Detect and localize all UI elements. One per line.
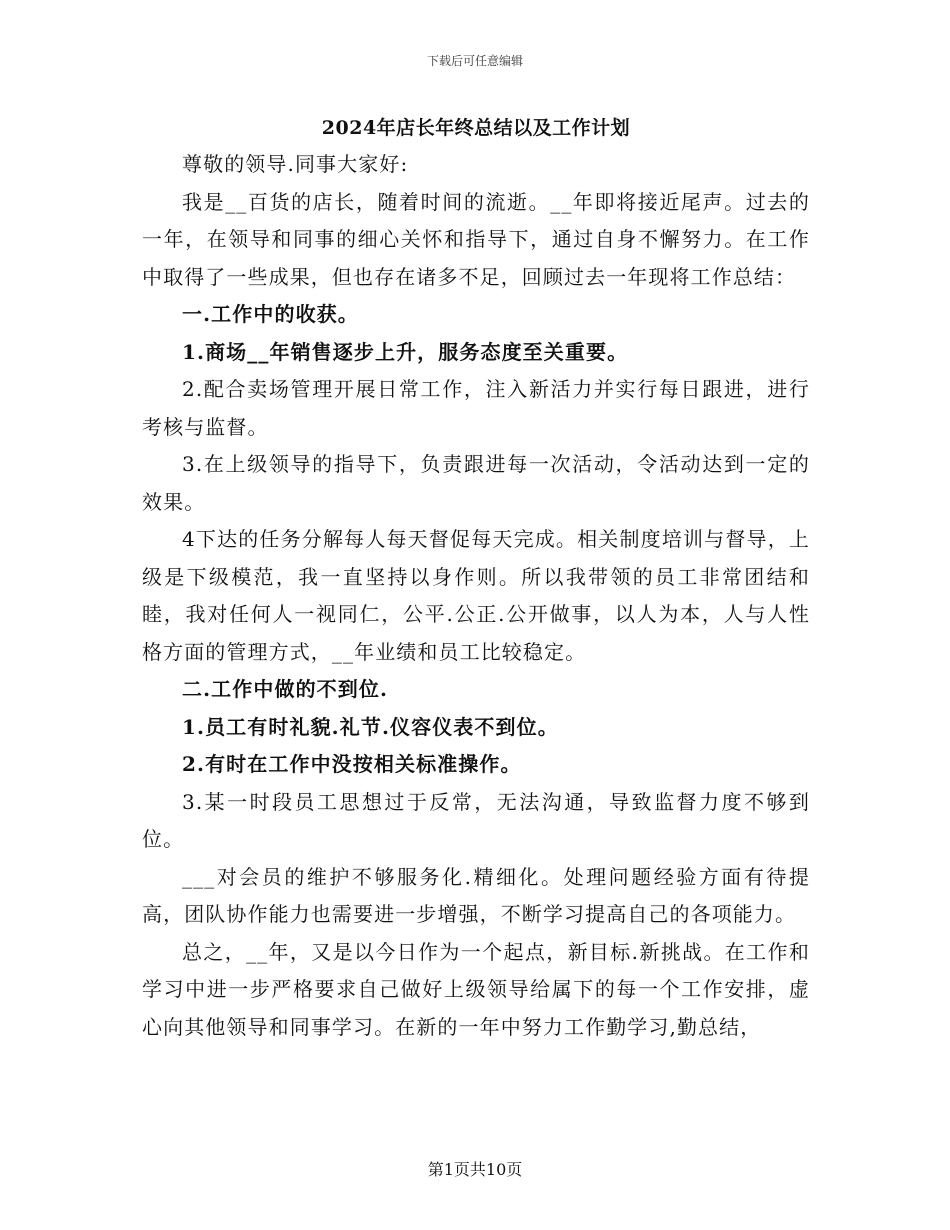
document-title: 2024年店长年终总结以及工作计划: [321, 117, 631, 139]
list-item-shortcoming-4: ___对会员的维护不够服务化.精细化。处理问题经验方面有待提高，团队协作能力也需要进一步增强，不断学习提高自己的各项能力。: [142, 864, 810, 926]
section-heading-gains: 一.工作中的收获。: [182, 302, 359, 326]
list-item-gain-2: 2.配合卖场管理开展日常工作，注入新活力并实行每日跟进，进行考核与监督。: [142, 377, 810, 439]
list-item-shortcoming-3: 3.某一时段员工思想过于反常，无法沟通，导致监督力度不够到位。: [142, 789, 810, 851]
page-number: 第1页共10页: [427, 1160, 523, 1179]
list-item-gain-4: 4下达的任务分解每人每天督促每天完成。相关制度培训与督导，上级是下级模范，我一直坚持以身作则。所以我带领的员工非常团结和睦，我对任何人一视同仁，公平.公正.公开做事，以人为本，人与人性格方面的管理方式，__年业绩和员工比较稳定。: [142, 527, 810, 664]
paragraph-intro: 我是__百货的店长，随着时间的流逝。__年即将接近尾声。过去的一年，在领导和同事的细心关怀和指导下，通过自身不懈努力。在工作中取得了一些成果，但也存在诸多不足，回顾过去一年现将工作总结：: [142, 189, 810, 289]
document-body: [142, 110, 810, 1046]
header-note: 下载后可任意编辑: [426, 54, 523, 68]
paragraph-conclusion: 总之，__年，又是以今日作为一个起点，新目标.新挑战。在工作和学习中进一步严格要求自己做好上级领导给属下的每一个工作安排，虚心向其他领导和同事学习。在新的一年中努力工作勤学习,勤总结，: [142, 939, 810, 1039]
paragraph-greeting: 尊敬的领导.同事大家好:: [182, 152, 409, 176]
section-heading-shortcomings: 二.工作中做的不到位.: [182, 677, 389, 701]
list-item-gain-3: 3.在上级领导的指导下，负责跟进每一次活动，令活动达到一定的效果。: [142, 452, 810, 514]
list-item-shortcoming-1: 1.员工有时礼貌.礼节.仪容仪表不到位。: [182, 714, 559, 739]
list-item-shortcoming-2: 2.有时在工作中没按相关标准操作。: [182, 752, 522, 776]
list-item-gain-1: 1.商场__年销售逐步上升，服务态度至关重要。: [182, 339, 629, 364]
